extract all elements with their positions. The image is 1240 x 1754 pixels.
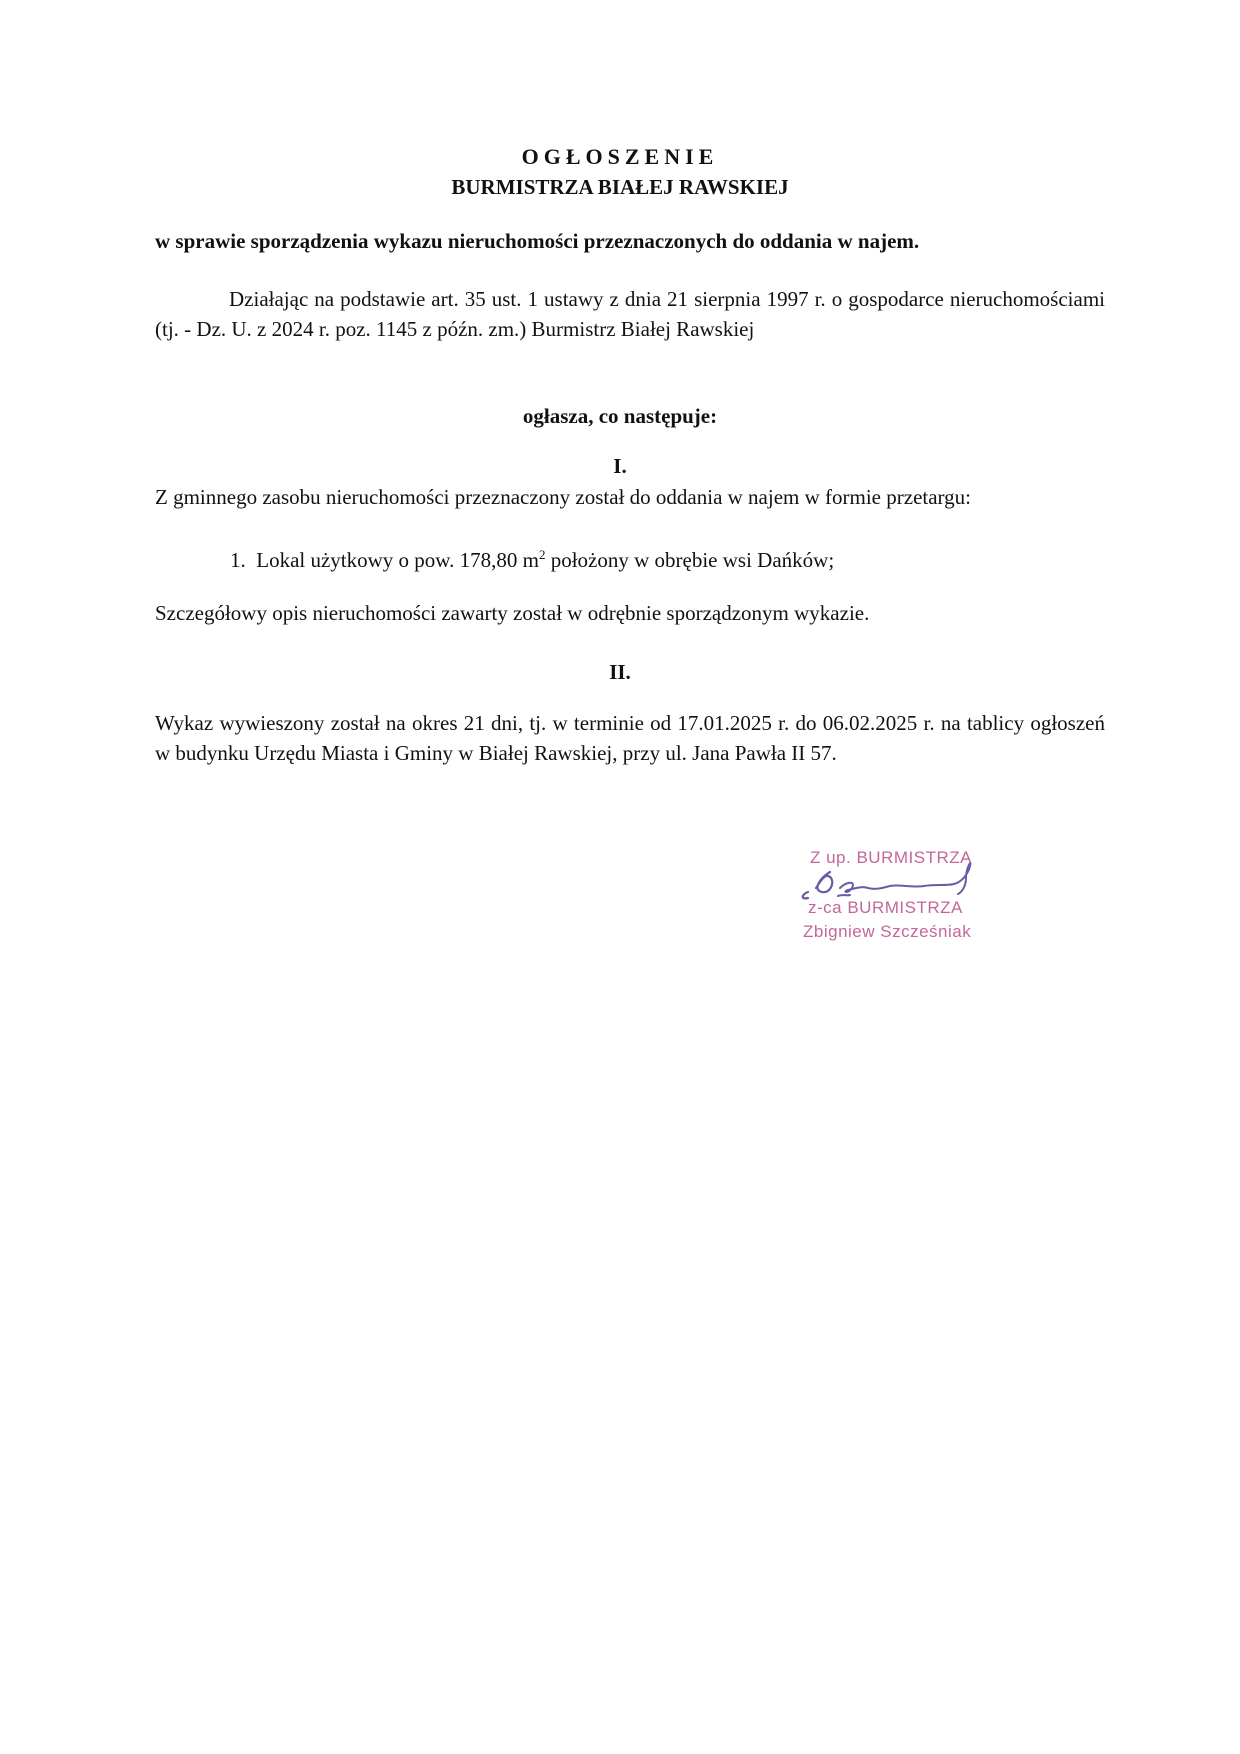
document-issuer: BURMISTRZA BIAŁEJ RAWSKIEJ (451, 175, 789, 199)
list-item-text-end: położony w obrębie wsi Dańków; (545, 548, 835, 572)
section-1-text: Z gminnego zasobu nieruchomości przeznaczony został do oddania w najem w formie przetargu: (155, 485, 971, 509)
signature-icon (790, 848, 1030, 948)
list-item (230, 545, 834, 575)
stamp-line-2: z-ca BURMISTRZA (808, 898, 963, 917)
section-2-text: Wykaz wywieszony został na okres 21 dni, tj. w terminie od 17.01.2025 r. do 06.02.2025 r. na tablicy ogłoszeń w budynku Urzędu Miasta i Gminy w Białej Rawskiej, przy ul. Jana Pawła II 57. (155, 711, 1105, 765)
announces-heading: ogłasza, co następuje: (522, 404, 718, 428)
intro-paragraph: Działając na podstawie art. 35 ust. 1 ustawy z dnia 21 sierpnia 1997 r. o gospodarce nieruchomościami (tj. - Dz. U. z 2024 r. poz. 1145 z późn. zm.) Burmistrz Białej Rawskiej (155, 287, 1105, 341)
stamp-line-1: Z up. BURMISTRZA (810, 848, 972, 867)
official-stamp (790, 848, 1030, 948)
list-item-text: Lokal użytkowy o pow. 178,80 m (256, 548, 539, 572)
list-item-number: 1. (230, 548, 246, 572)
stamp-line-3: Zbigniew Szcześniak (803, 922, 972, 941)
section-2-number: II. (609, 660, 631, 684)
section-1-number: I. (613, 454, 627, 478)
document-subject: w sprawie sporządzenia wykazu nieruchomości przeznaczonych do oddania w najem. (155, 229, 920, 253)
section-1-detail: Szczegółowy opis nieruchomości zawarty został w odrębnie sporządzonym wykazie. (155, 601, 870, 625)
list-item-superscript: 2 (538, 547, 546, 562)
document-title: OGŁOSZENIE (521, 144, 719, 169)
